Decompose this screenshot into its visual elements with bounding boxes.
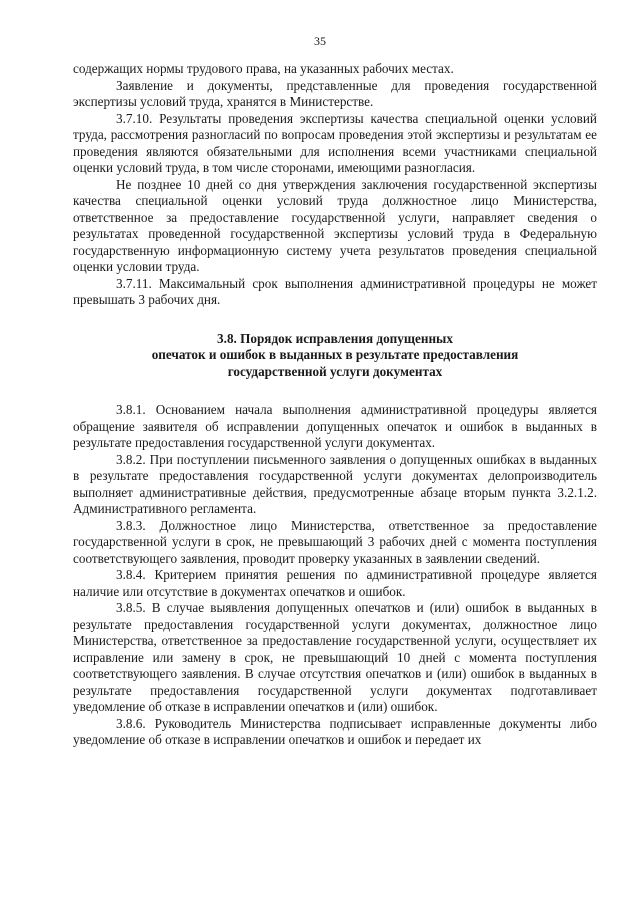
- paragraph-3-7-11: 3.7.11. Максимальный срок выполнения административной процедуры не может превышать 3 рабочих дня.: [73, 275, 597, 307]
- paragraph: Не позднее 10 дней со дня утверждения заключения государственной экспертизы качества специальной оценки условий труда должностное лицо Министерства, ответственное за предоставление государственной услуги, направляет сведения о результатах проведенной государственной экспертизы условий труда в Федеральную государственную информационную систему учета результатов проведения специальной оценки условии труда.: [73, 176, 597, 274]
- paragraph-3-8-6: 3.8.6. Руководитель Министерства подписывает исправленные документы либо уведомление об отказе в исправлении опечатков и ошибок и передает их: [73, 715, 597, 747]
- paragraph-3-8-5: 3.8.5. В случае выявления допущенных опечатков и (или) ошибок в выданных в результате предоставления государственной услуги документах, должностное лицо Министерства, ответственное за предоставление государственной услуги, осуществляет их исправление или замену в срок, не превышающий 10 дней с момента поступления соответствующего заявления. В случае отсутствия опечатков и (или) ошибок в выданных в результате предоставления государственной услуги документах подготавливает уведомление об отказе в исправлении опечатков и (или) ошибок.: [73, 600, 597, 714]
- paragraph-3-8-1: 3.8.1. Основанием начала выполнения административной процедуры является обращение заявителя об исправлении допущенных опечаток и ошибок в выданных в результате предоставления государственной услуги документах.: [73, 402, 597, 450]
- paragraph-3-8-4: 3.8.4. Критерием принятия решения по административной процедуре является наличие или отсутствие в документах опечатков и ошибок.: [73, 567, 597, 599]
- paragraph-3-8-2: 3.8.2. При поступлении письменного заявления о допущенных ошибках в выданных в результате предоставления государственной услуги документах делопроизводитель выполняет административные действия, предусмотренные абзаце вторым пункта 3.2.1.2. Административного регламента.: [73, 451, 597, 516]
- paragraph: содержащих нормы трудового права, на указанных рабочих местах.: [73, 61, 454, 76]
- page-number: 35: [314, 34, 326, 48]
- document-body: [73, 61, 597, 749]
- paragraph-3-7-10: 3.7.10. Результаты проведения экспертизы качества специальной оценки условий труда, рассмотрения разногласий по вопросам проведения этой экспертизы и результатам ее проведения являются обязательными для исполнения всеми участниками специальной оценки условий труда, в том числе сторонами, имеющими разногласия.: [73, 110, 597, 175]
- paragraph-3-8-3: 3.8.3. Должностное лицо Министерства, ответственное за предоставление государственной услуги в срок, не превышающий 3 рабочих дней с момента поступления соответствующего заявления, проводит проверку указанных в заявлении сведений.: [73, 517, 597, 566]
- paragraph: Заявление и документы, представленные для проведения государственной экспертизы условий труда, хранятся в Министерстве.: [73, 77, 597, 109]
- section-heading-line: 3.8. Порядок исправления допущенных: [217, 330, 453, 346]
- section-heading-line: государственной услуги документах: [227, 363, 443, 379]
- section-heading-3-8: [73, 331, 597, 381]
- section-heading-line: опечаток и ошибок в выданных в результате предоставления: [151, 347, 519, 362]
